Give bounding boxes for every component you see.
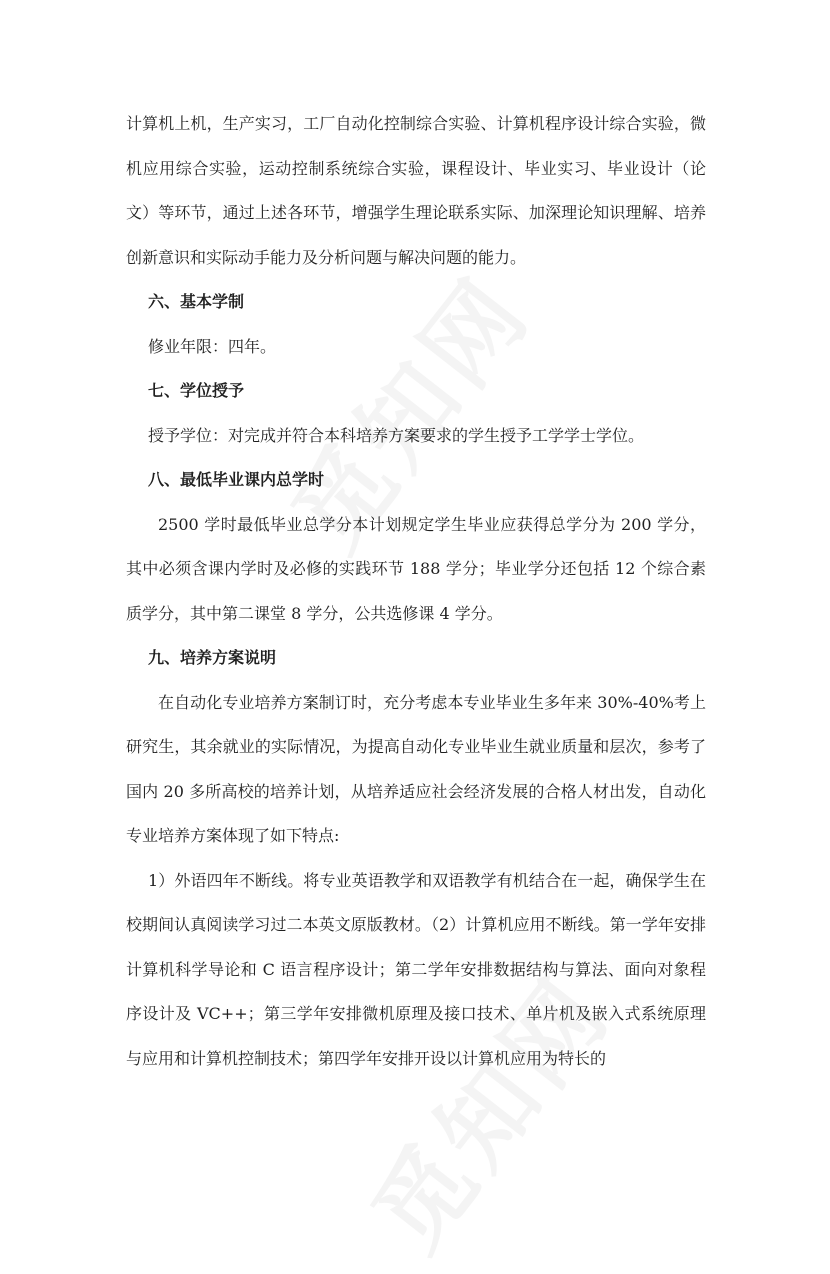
section-body-min-hours: 2500 学时最低毕业总学分本计划规定学生毕业应获得总学分为 200 学分，其中必须含课内学时及必修的实践环节 188 学分；毕业学分还包括 12 个综合素质学分，其中第二课堂 8 学分，公共选修课 4 学分。 [126,514,706,623]
section-heading-degree: 七、学位授予 [148,381,245,400]
section-body-degree: 授予学位：对完成并符合本科培养方案要求的学生授予工学学士学位。 [148,425,645,445]
section-heading-basic-duration: 六、基本学制 [148,292,245,311]
section-points-program-notes: 1）外语四年不断线。将专业英语教学和双语教学有机结合在一起，确保学生在校期间认真阅读学习过二本英文原版教材。（2）计算机应用不断线。第一学年安排计算机科学导论和 C 语言程序设计；第二学年安排数据结构与算法、面向对象程序设计及 VC++；第三学年安排微机原理及接口技术、单片机及嵌入式系统原理与应用和计算机控制技术；第四学年安排开设以计算机应用为特长的 [126,870,706,1068]
section-heading-program-notes: 九、培养方案说明 [148,648,277,667]
section-body-basic-duration: 修业年限：四年。 [148,336,277,356]
section-body-program-notes: 在自动化专业培养方案制订时，充分考虑本专业毕业生多年来 30%-40%考上研究生，其余就业的实际情况，为提高自动化专业毕业生就业质量和层次，参考了国内 20 多所高校的培养计划，从培养适应社会经济发展的合格人材出发，自动化专业培养方案体现了如下特点: [126,692,706,845]
intro-paragraph: 计算机上机，生产实习，工厂自动化控制综合实验、计算机程序设计综合实验，微机应用综合实验，运动控制系统综合实验，课程设计、毕业实习、毕业设计（论文）等环节，通过上述各环节，增强学生理论联系实际、加深理论知识理解、培养创新意识和实际动手能力及分析问题与解决问题的能力。 [126,114,706,267]
document-page [126,102,706,1081]
section-heading-min-hours: 八、最低毕业课内总学时 [148,470,325,489]
